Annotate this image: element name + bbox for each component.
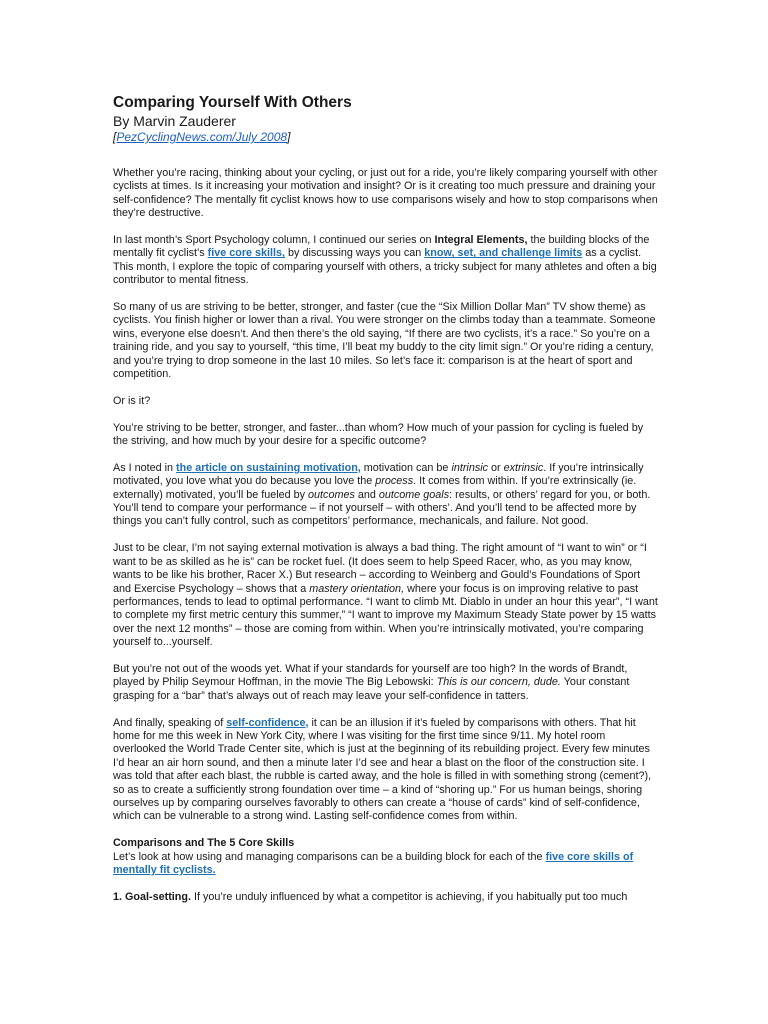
text-run: by discussing ways you can — [285, 247, 425, 260]
link-five-core-skills[interactable]: five core skills, — [207, 247, 286, 260]
author-byline: By Marvin Zauderer — [113, 113, 236, 129]
source-close-bracket: ] — [287, 130, 291, 144]
article — [113, 94, 659, 918]
italic-outcome-goals: outcome goals — [378, 488, 450, 501]
italic-process: process — [375, 475, 414, 488]
text-run: : results, or others’ regard for you, or both. You’ll tend to compare your performance – if not yourself – with others’. And you’ll tend to be affected more by things you can’t fully control, such as competitors’ performance, mechanicals, and failure. Not good. — [113, 488, 651, 528]
text-run: the building blocks of the mentally fit cyclist’s — [113, 234, 650, 260]
italic-outcomes: outcomes — [308, 488, 355, 501]
source-open-bracket: [ — [113, 130, 117, 144]
text-run: . If you’re intrinsically motivated, you love what you do because you love the — [113, 461, 644, 488]
paragraph-motivation — [113, 462, 659, 529]
link-five-core-skills-2[interactable]: five core skills of mentally fit cyclists. — [113, 850, 634, 876]
text-run: And finally, speaking of — [113, 716, 227, 729]
paragraph-goal-setting — [113, 891, 659, 904]
text-run: As I noted in — [113, 461, 177, 474]
italic-extrinsic: extrinsic — [503, 461, 544, 474]
paragraph-integral-elements — [113, 234, 659, 288]
italic-mastery-orientation: mastery orientation, — [309, 582, 405, 595]
bold-goal-setting: 1. Goal-setting. — [113, 890, 191, 903]
section-heading: Comparisons and The 5 Core Skills — [113, 837, 295, 850]
text-run: motivation can be — [360, 461, 452, 474]
paragraph-external-motivation — [113, 542, 659, 649]
link-sustaining-motivation[interactable]: the article on sustaining motivation, — [176, 461, 361, 474]
bold-integral-elements: Integral Elements, — [434, 234, 528, 247]
text-run: In last month’s Sport Psychology column, I continued our series on — [113, 234, 435, 247]
paragraph-or-is-it: Or is it? — [113, 394, 151, 407]
text-run: it can be an illusion if it’s fueled by comparisons with others. That hit home for me this week in New York City, where I was visiting for the first time since 9/11. My hotel room overlooked the World Trade Center site, which is just at the beginning of its rebuilding project. Every few minutes I’d hear an air horn sound, and then a minute later I’d see and hear a blast on the floor of the construction site. I was told that after each blast, the rubble is carted away, and the hole is filled in with something strong (cement?), so as to create a sufficiently strong foundation over time – a kind of “shoring up.” For us human beings, shoring ourselves up by comparing ourselves favorably to others can create a “house of cards” kind of self-confidence, which can be vulnerable to a strong wind. Lasting self-confidence comes from within. — [113, 716, 652, 823]
link-self-confidence[interactable]: self-confidence, — [226, 716, 309, 729]
paragraph-striving: So many of us are striving to be better, stronger, and faster (cue the “Six Million Dollar Man” TV show theme) as cyclists. You finish higher or lower than a rival. You were stronger on the climbs today than a teammate. Someone wins, everyone else doesn’t. And then there’s the old saying, “If there are two cyclists, it’s a race.” So you’re on a training ride, and you say to yourself, “this time, I’ll beat my buddy to the city limit sign.” Or you’re riding a century, and you’re trying to drop someone in the last 10 miles. So let’s face it: comparison is at the heart of sport and competition. — [113, 301, 656, 381]
source-line — [113, 130, 659, 145]
article-title: Comparing Yourself With Others — [113, 94, 352, 111]
text-run: and — [354, 488, 379, 501]
italic-intrinsic: intrinsic — [451, 461, 489, 474]
paragraph-standards — [113, 663, 659, 703]
text-run: If you’re unduly influenced by what a competitor is achieving, if you habitually put too much — [191, 890, 628, 903]
link-know-set-challenge-limits[interactable]: know, set, and challenge limits — [424, 247, 583, 260]
text-run: Let’s look at how using and managing comparisons can be a building block for each of the — [113, 850, 546, 863]
text-run: Just to be clear, I’m not saying external motivation is always a bad thing. The right amount of “I want to win” or “I want to be as skilled as he is” can be rocket fuel. (It does seem to help Speed Racer, who, as you may know, wants to be like his brother, Racer X.) But research – according to Weinberg and Gould’s Foundations of Sport and Exercise Psychology – shows that a — [113, 542, 647, 595]
text-run: where your focus is on improving relative to past performances, tends to lead to optimal performance. “I want to climb Mt. Diablo in under an hour this year”, “I want to complete my first metric century this summer,” “I want to improve my Maximum Steady State power by 15 watts over the next 12 months” – those are coming from within. When you’re intrinsically motivated, you’re comparing yourself to...yourself. — [113, 582, 658, 649]
italic-quote: This is our concern, dude. — [436, 676, 561, 689]
paragraph-than-whom: You’re striving to be better, stronger, and faster...than whom? How much of your passion for cycling is fueled by the striving, and how much by your desire for a specific outcome? — [113, 421, 644, 448]
text-run: But you’re not out of the woods yet. What if your standards for yourself are too high? In the words of Brandt, played by Philip Seymour Hoffman, in the movie The Big Lebowski: — [113, 662, 628, 689]
text-run: . It comes from within. If you’re extrinsically (ie. externally) motivated, you’ll be fueled by — [113, 475, 637, 501]
text-run: as a cyclist. This month, I explore the topic of comparing yourself with others, a tricky subject for many athletes and often a big contributor to mental fitness. — [113, 247, 657, 287]
source-link[interactable]: PezCyclingNews.com/July 2008 — [116, 130, 288, 144]
paragraph-intro: Whether you’re racing, thinking about your cycling, or just out for a ride, you’re likely comparing yourself with other cyclists at times. Is it increasing your motivation and insight? Or is it creating too much pressure and draining your self-confidence? The mentally fit cyclist knows how to use comparisons wisely and how to stop comparisons when they’re destructive. — [113, 167, 658, 220]
paragraph-self-confidence — [113, 717, 659, 824]
text-run: Your constant grasping for a “bar” that’s always out of reach may leave your self-confidence in tatters. — [113, 676, 630, 702]
paragraph-core-skills — [113, 837, 659, 877]
text-run: or — [488, 461, 504, 474]
